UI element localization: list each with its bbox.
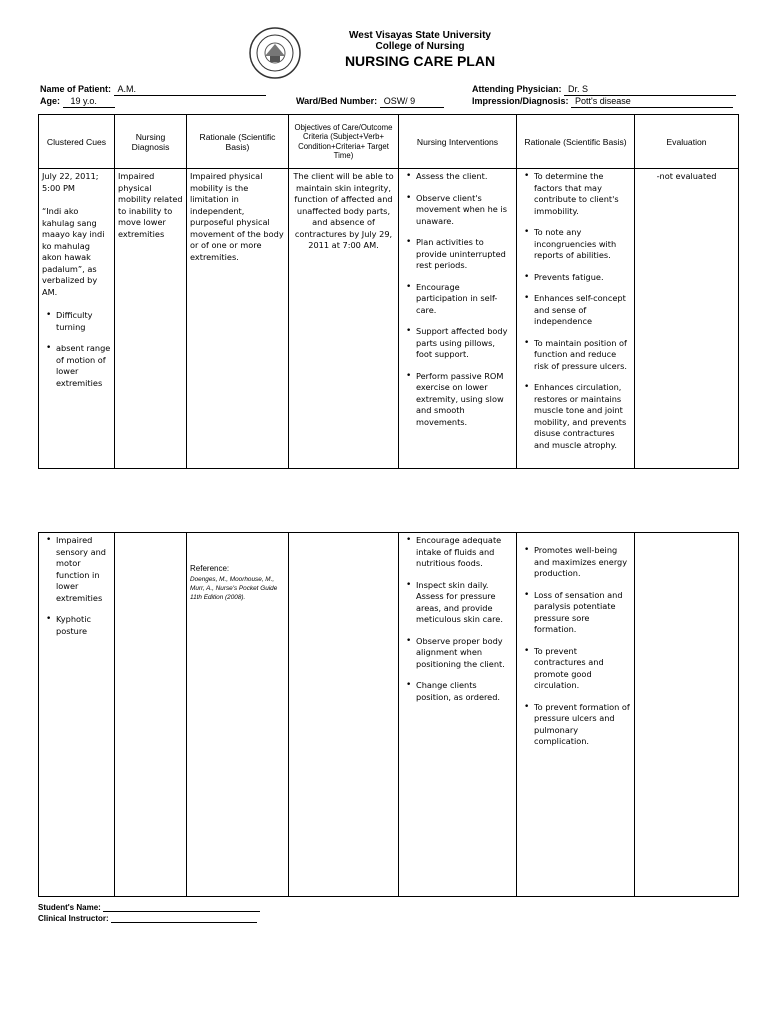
list-item: • Observe client's movement when he is unaware. xyxy=(416,193,513,228)
list-item: • Enhances self-concept and sense of independence xyxy=(534,293,631,328)
physician-value: Dr. S xyxy=(564,84,736,96)
college-name: College of Nursing xyxy=(375,41,465,52)
list-item: • To prevent contractures and promote good circulation. xyxy=(534,646,631,692)
evaluation-cell xyxy=(635,533,739,897)
student-name-label: Student's Name: xyxy=(38,903,101,912)
cues-list xyxy=(42,310,111,389)
table-header-row xyxy=(39,115,739,169)
cues-date: July 22, 2011; 5:00 PM xyxy=(42,171,99,193)
list-item: • absent range of motion of lower extremities xyxy=(56,343,111,389)
cues-cell xyxy=(39,533,115,897)
age-value: 19 y.o. xyxy=(63,96,115,108)
list-item: • To determine the factors that may contribute to client's immobility. xyxy=(534,171,631,217)
list-item: • Promotes well-being and maximizes energy production. xyxy=(534,545,631,580)
col-header-interventions: Nursing Interventions xyxy=(399,115,517,169)
cues-cell xyxy=(39,169,115,469)
objectives-cell: The client will be able to maintain skin integrity, function of affected and unaffected body parts, and absence of contractures by July 29, 2011 at 7:00 AM. xyxy=(289,169,399,469)
header-block xyxy=(300,30,540,52)
list-item: • Assess the client. xyxy=(416,171,513,183)
list-item: • Support affected body parts using pillows, foot support. xyxy=(416,326,513,361)
care-plan-table-1 xyxy=(38,114,739,469)
col-header-rationale: Rationale (Scientific Basis) xyxy=(187,115,289,169)
list-item: • Plan activities to provide uninterrupted rest periods. xyxy=(416,237,513,272)
diagnosis-row xyxy=(472,96,733,108)
clinical-instructor-label: Clinical Instructor: xyxy=(38,914,109,923)
age-row xyxy=(40,96,115,108)
interventions-cell xyxy=(399,533,517,897)
table-row xyxy=(39,169,739,469)
age-label: Age: xyxy=(40,96,60,106)
diagnosis-cell xyxy=(115,533,187,897)
col-header-evaluation: Evaluation xyxy=(635,115,739,169)
list-item: • Enhances circulation, restores or maintains muscle tone and joint mobility, and prevents disuse contractures and muscle atrophy. xyxy=(534,382,631,451)
list-item: • Prevents fatigue. xyxy=(534,272,631,284)
rationales-cell xyxy=(517,533,635,897)
table-row xyxy=(39,533,739,897)
evaluation-cell: -not evaluated xyxy=(635,169,739,469)
physician-label: Attending Physician: xyxy=(472,84,562,94)
list-item: • Inspect skin daily. Assess for pressure areas, and provide meticulous skin care. xyxy=(416,580,513,626)
diagnosis-label: Impression/Diagnosis: xyxy=(472,96,569,106)
diagnosis-value: Pott's disease xyxy=(571,96,733,108)
col-header-rationale-2: Rationale (Scientific Basis) xyxy=(517,115,635,169)
cues-list xyxy=(42,535,111,637)
rationales-list xyxy=(520,171,631,451)
list-item: • Impaired sensory and motor function in lower extremities xyxy=(56,535,111,604)
student-name-field[interactable] xyxy=(103,902,260,912)
col-header-cues: Clustered Cues xyxy=(39,115,115,169)
objectives-cell xyxy=(289,533,399,897)
page-title: NURSING CARE PLAN xyxy=(344,53,496,69)
clinical-instructor-row xyxy=(38,913,257,923)
list-item: • Change clients position, as ordered. xyxy=(416,680,513,703)
list-item: • Encourage adequate intake of fluids and nutritious foods. xyxy=(416,535,513,570)
patient-name-label: Name of Patient: xyxy=(40,84,112,94)
rationales-list xyxy=(520,545,631,748)
rationales-cell xyxy=(517,169,635,469)
interventions-list xyxy=(402,535,513,703)
clinical-instructor-field[interactable] xyxy=(111,913,257,923)
reference-title: Reference: xyxy=(190,564,230,573)
patient-name-row xyxy=(40,84,266,96)
interventions-cell xyxy=(399,169,517,469)
list-item: • Difficulty turning xyxy=(56,310,111,333)
physician-row xyxy=(472,84,736,96)
university-seal-logo xyxy=(248,26,302,80)
cues-quote: “Indi ako kahulag sang maayo kay indi ko mahulag akon hawak padalum”, as verbalized by AM. xyxy=(42,206,105,297)
list-item: • Encourage participation in self-care. xyxy=(416,282,513,317)
rationale-cell: Impaired physical mobility is the limitation in independent, purposeful physical movement of the body or of one or more extremities. xyxy=(187,169,289,469)
list-item: • Perform passive ROM exercise on lower extremity, using slow and smooth movements. xyxy=(416,371,513,429)
patient-name-value: A.M. xyxy=(114,84,266,96)
list-item: • Loss of sensation and paralysis potentiate pressure sore formation. xyxy=(534,590,631,636)
list-item: • To note any incongruencies with reports of abilities. xyxy=(534,227,631,262)
diagnosis-cell: Impaired physical mobility related to inability to move lower extremities xyxy=(115,169,187,469)
ward-row xyxy=(296,96,444,108)
rationale-cell xyxy=(187,533,289,897)
col-header-objectives: Objectives of Care/Outcome Criteria (Subject+Verb+ Condition+Criteria+ Target Time) xyxy=(289,115,399,169)
ward-value: OSW/ 9 xyxy=(380,96,444,108)
list-item: • Kyphotic posture xyxy=(56,614,111,637)
interventions-list xyxy=(402,171,513,428)
reference-body: Doenges, M., Moorhouse, M., Murr, A., Nurse's Pocket Guide 11th Edition (2008). xyxy=(190,575,278,601)
university-name: West Visayas State University xyxy=(349,30,491,41)
col-header-diagnosis: Nursing Diagnosis xyxy=(115,115,187,169)
list-item: • To prevent formation of pressure ulcers and pulmonary complication. xyxy=(534,702,631,748)
list-item: • Observe proper body alignment when positioning the client. xyxy=(416,636,513,671)
ward-label: Ward/Bed Number: xyxy=(296,96,378,106)
list-item: • To maintain position of function and reduce risk of pressure ulcers. xyxy=(534,338,631,373)
student-name-row xyxy=(38,902,260,912)
care-plan-table-2 xyxy=(38,532,739,897)
